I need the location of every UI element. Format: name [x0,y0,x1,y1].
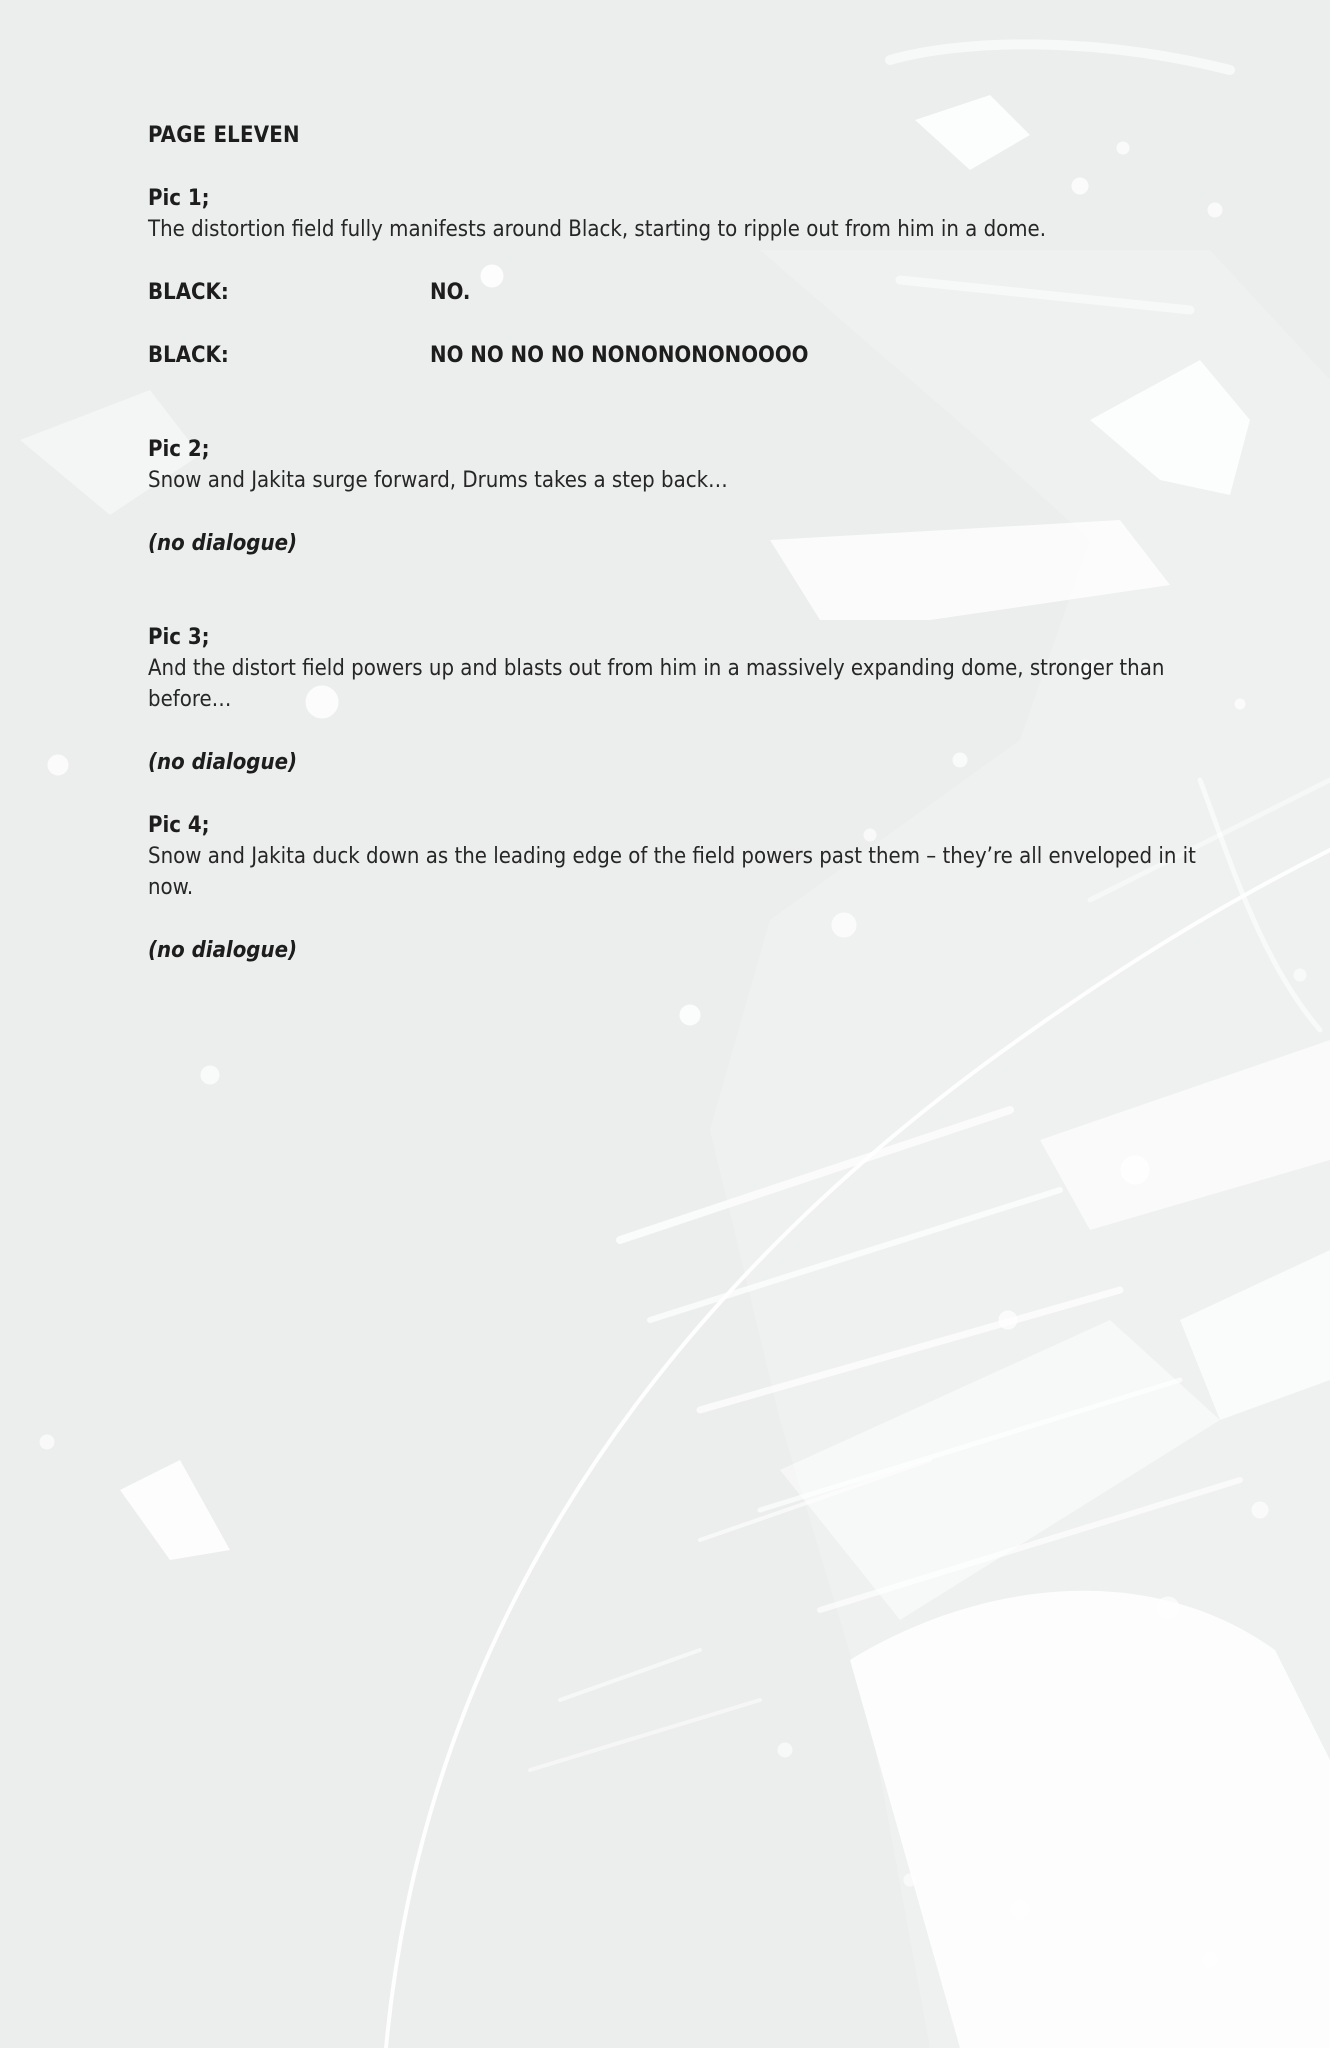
panel-1 [148,183,1198,371]
no-dialogue-note: (no dialogue) [148,531,298,556]
panel-description: The distortion field fully manifests around Black, starting to ripple out from him in a dome. [148,217,1047,242]
no-dialogue-note: (no dialogue) [148,938,298,963]
panel-2 [148,434,1198,559]
dialogue-text: NO. [430,280,471,305]
spacer [148,308,1198,340]
spacer [148,559,1198,622]
spacer [148,903,1198,935]
panel-heading: Pic 4; [148,813,210,838]
panel-heading: Pic 3; [148,625,210,650]
spacer [148,245,1198,277]
spacer [148,371,1198,434]
panel-heading: Pic 2; [148,437,210,462]
page-title: PAGE ELEVEN [148,123,300,148]
speaker-name: BLACK: [148,280,229,305]
panel-description: Snow and Jakita duck down as the leading edge of the field powers past them – they’re all enveloped in it now. [148,844,1196,900]
panel-description: And the distort field powers up and blasts out from him in a massively expanding dome, stronger than before… [148,656,1165,712]
dialogue-line [148,340,1198,371]
dialogue-line [148,277,1198,308]
spacer [148,715,1198,747]
panel-4 [148,810,1198,966]
panel-heading: Pic 1; [148,186,210,211]
panel-description: Snow and Jakita surge forward, Drums takes a step back… [148,468,728,493]
spacer [148,496,1198,528]
panel-3 [148,622,1198,778]
dialogue-text: NO NO NO NO NONONONONOOOO [430,343,809,368]
spacer [148,778,1198,810]
speaker-name: BLACK: [148,343,229,368]
no-dialogue-note: (no dialogue) [148,750,298,775]
script-page [148,120,1198,966]
